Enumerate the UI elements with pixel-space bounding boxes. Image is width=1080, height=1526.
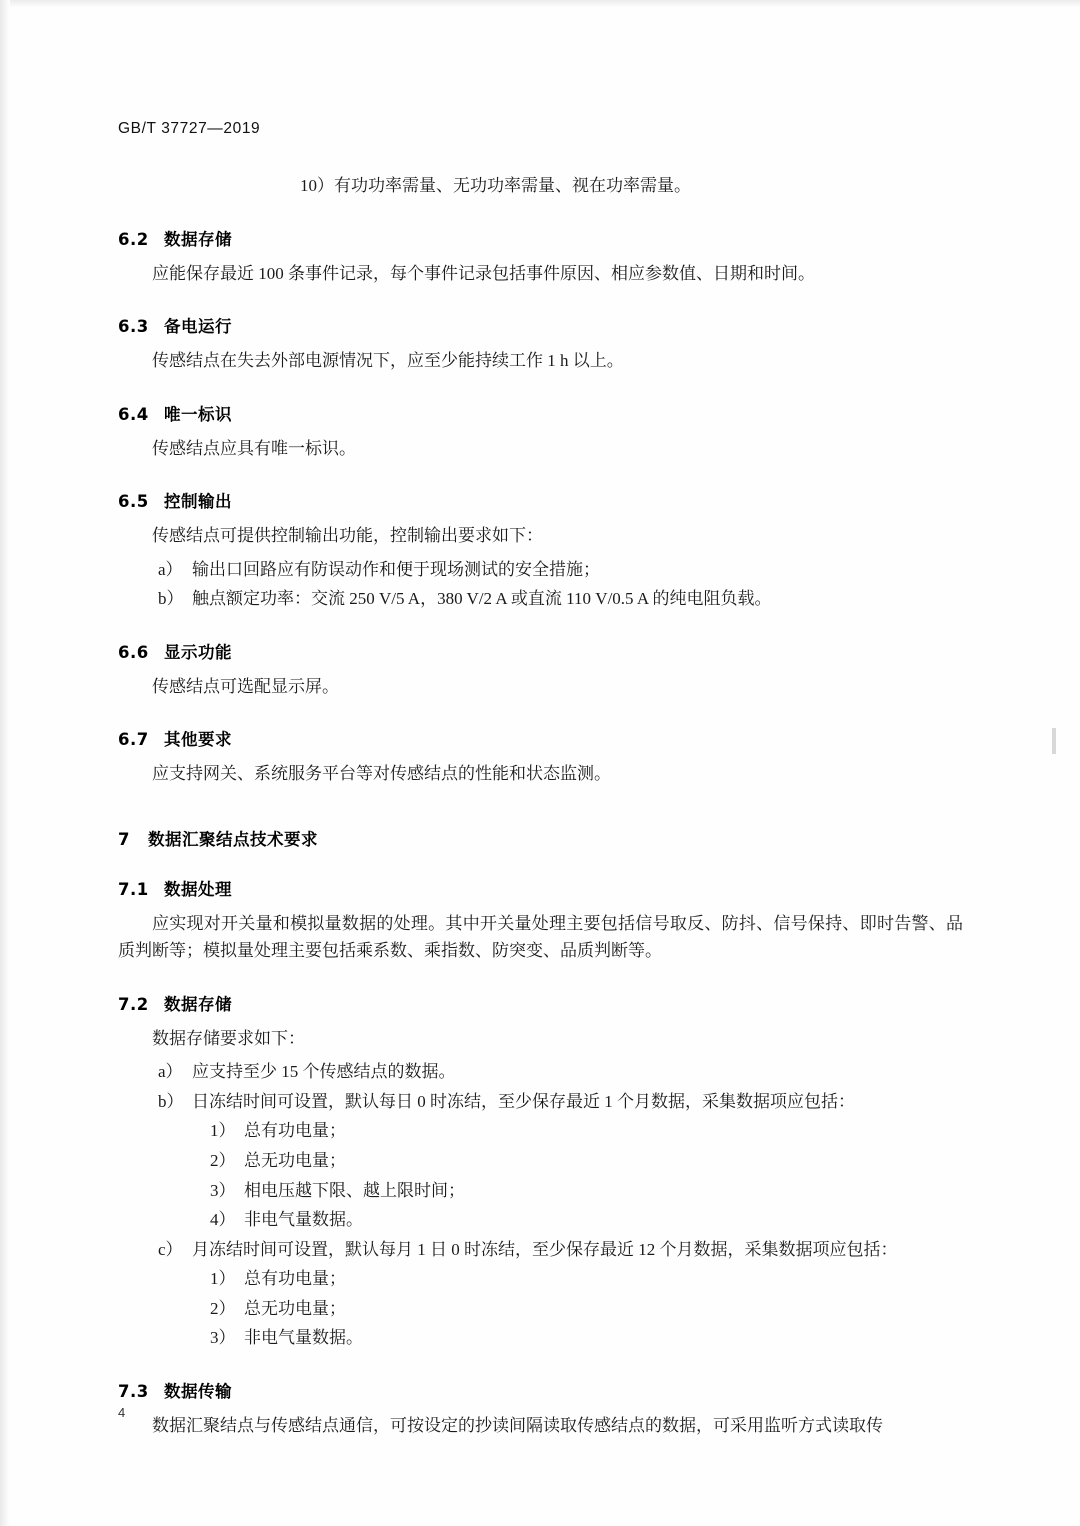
margin-mark bbox=[1052, 728, 1056, 754]
scan-edge-top bbox=[0, 0, 1080, 8]
list-item bbox=[118, 1147, 963, 1175]
list-item-marker: a） bbox=[158, 1062, 183, 1082]
page-content bbox=[118, 120, 963, 1445]
scan-edge-left bbox=[0, 0, 10, 1526]
section-heading bbox=[118, 488, 963, 512]
list-item-text: 应支持至少 15 个传感结点的数据。 bbox=[192, 1062, 456, 1082]
section-title: 数据传输 bbox=[164, 1381, 232, 1401]
list-item bbox=[118, 1295, 963, 1323]
paragraph: 应支持网关、系统服务平台等对传感结点的性能和状态监测。 bbox=[152, 764, 611, 784]
section-heading bbox=[118, 826, 963, 850]
list-item-text: 输出口回路应有防误动作和便于现场测试的安全措施； bbox=[192, 559, 600, 579]
section-title: 控制输出 bbox=[164, 492, 232, 512]
list-item-marker: 10） bbox=[300, 176, 334, 195]
paragraph: 传感结点可选配显示屏。 bbox=[152, 676, 339, 696]
section-title: 数据处理 bbox=[164, 879, 232, 899]
paragraph: 应实现对开关量和模拟量数据的处理。其中开关量处理主要包括信号取反、防抖、信号保持、即时告警、品质判断等；模拟量处理主要包括乘系数、乘指数、防突变、品质判断等。 bbox=[118, 913, 963, 961]
section-number: 6.4 bbox=[118, 404, 149, 424]
document-body bbox=[118, 172, 963, 1439]
list-item-marker: 1） bbox=[210, 1121, 236, 1141]
section-number: 6.3 bbox=[118, 317, 149, 337]
list-item bbox=[118, 1206, 963, 1234]
paragraph: 传感结点可提供控制输出功能，控制输出要求如下： bbox=[152, 526, 543, 546]
paragraph: 数据存储要求如下： bbox=[152, 1028, 305, 1048]
list-item-marker: b） bbox=[158, 589, 184, 609]
list-item bbox=[118, 1236, 963, 1264]
list-item bbox=[118, 1088, 963, 1116]
section-number: 7.2 bbox=[118, 994, 149, 1014]
section-title: 备电运行 bbox=[164, 317, 232, 337]
list-item-marker: 1） bbox=[210, 1269, 236, 1289]
section-heading bbox=[118, 1378, 963, 1402]
list-item-text: 触点额定功率：交流 250 V/5 A，380 V/2 A 或直流 110 V/0.5 A 的纯电阻负载。 bbox=[192, 589, 772, 609]
list-item bbox=[118, 585, 963, 613]
list-item-marker: 4） bbox=[210, 1210, 236, 1230]
section-title: 唯一标识 bbox=[164, 404, 232, 424]
section-number: 6.2 bbox=[118, 229, 149, 249]
section-heading bbox=[118, 639, 963, 663]
section-heading bbox=[118, 313, 963, 337]
list-item-text: 有功功率需量、无功功率需量、视在功率需量。 bbox=[334, 176, 691, 195]
list-item-text: 总有功电量； bbox=[244, 1269, 346, 1289]
list-item-marker: 3） bbox=[210, 1328, 236, 1348]
list-item-marker: 2） bbox=[210, 1298, 236, 1318]
list-item bbox=[118, 1324, 963, 1352]
list-item-marker: 3） bbox=[210, 1180, 236, 1200]
section-number: 6.7 bbox=[118, 730, 149, 750]
section-heading bbox=[118, 226, 963, 250]
list-item-text: 相电压越下限、越上限时间； bbox=[244, 1180, 465, 1200]
list-item bbox=[118, 1058, 963, 1086]
section-title: 其他要求 bbox=[164, 730, 232, 750]
section-number: 6.6 bbox=[118, 642, 149, 662]
list-item-marker: b） bbox=[158, 1091, 184, 1111]
list-item bbox=[118, 556, 963, 584]
section-title: 数据存储 bbox=[164, 229, 232, 249]
section-title: 数据存储 bbox=[164, 994, 232, 1014]
list-item bbox=[118, 1117, 963, 1145]
section-heading bbox=[118, 726, 963, 750]
section-heading bbox=[118, 876, 963, 900]
list-item-marker: c） bbox=[158, 1239, 183, 1259]
list-item-text: 日冻结时间可设置，默认每日 0 时冻结，至少保存最近 1 个月数据，采集数据项应包括： bbox=[192, 1091, 855, 1111]
list-item-text: 总有功电量； bbox=[244, 1121, 346, 1141]
section-number: 7.1 bbox=[118, 879, 149, 899]
section-title: 数据汇聚结点技术要求 bbox=[148, 829, 318, 849]
list-item-text: 非电气量数据。 bbox=[244, 1328, 363, 1348]
paragraph: 传感结点应具有唯一标识。 bbox=[152, 438, 356, 458]
paragraph: 传感结点在失去外部电源情况下，应至少能持续工作 1 h 以上。 bbox=[152, 351, 624, 371]
section-number: 7.3 bbox=[118, 1381, 149, 1401]
section-heading bbox=[118, 991, 963, 1015]
list-item-text: 月冻结时间可设置，默认每月 1 日 0 时冻结，至少保存最近 12 个月数据，采集数据项应包括： bbox=[192, 1239, 898, 1259]
list-item bbox=[118, 172, 963, 200]
list-item-text: 总无功电量； bbox=[244, 1298, 346, 1318]
list-item bbox=[118, 1177, 963, 1205]
section-number: 6.5 bbox=[118, 492, 149, 512]
page-number: 4 bbox=[118, 1405, 126, 1420]
list-item-marker: a） bbox=[158, 559, 183, 579]
paragraph: 数据汇聚结点与传感结点通信，可按设定的抄读间隔读取传感结点的数据，可采用监听方式读取传 bbox=[152, 1415, 883, 1435]
list-item-text: 非电气量数据。 bbox=[244, 1210, 363, 1230]
section-heading bbox=[118, 401, 963, 425]
document-header: GB/T 37727—2019 bbox=[118, 120, 261, 137]
list-item bbox=[118, 1265, 963, 1293]
section-number: 7 bbox=[118, 829, 130, 849]
list-item-text: 总无功电量； bbox=[244, 1150, 346, 1170]
section-title: 显示功能 bbox=[164, 642, 232, 662]
list-item-marker: 2） bbox=[210, 1150, 236, 1170]
paragraph: 应能保存最近 100 条事件记录，每个事件记录包括事件原因、相应参数值、日期和时间。 bbox=[152, 263, 815, 283]
